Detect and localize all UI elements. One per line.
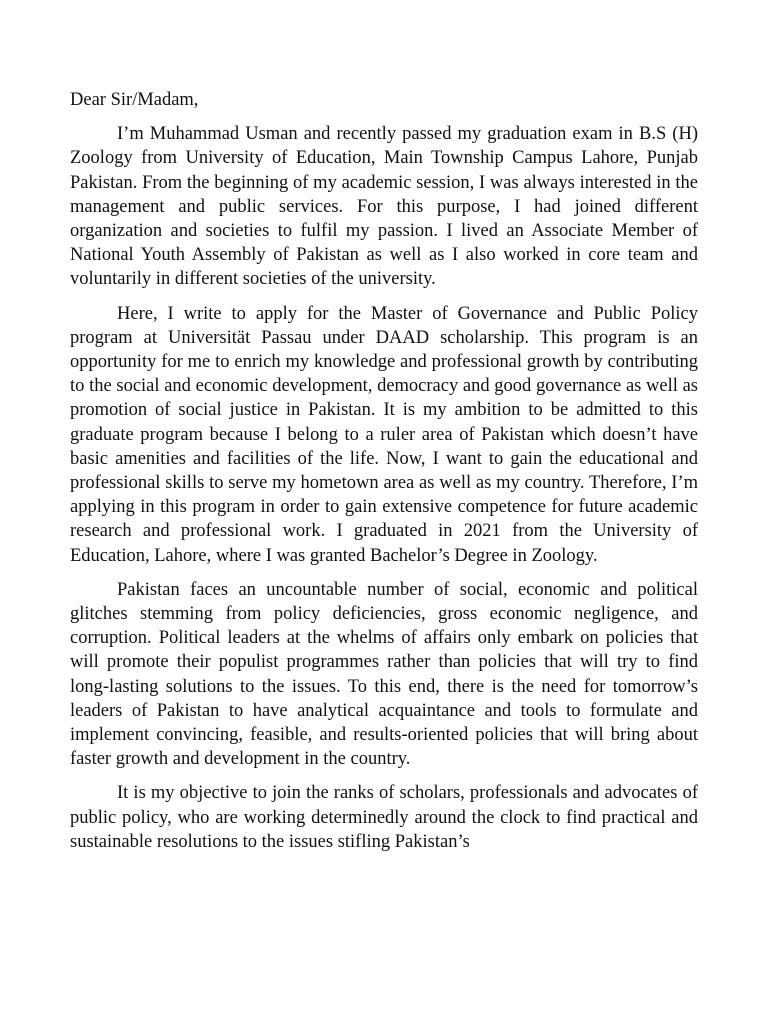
paragraph-objective: It is my objective to join the ranks of scholars, professionals and advocates of public policy, who are working determinedly around the clock to find practical and sustainable resolutions to the issues stifling Pakistan’s — [70, 783, 698, 852]
paragraph-introduction: I’m Muhammad Usman and recently passed my graduation exam in B.S (H) Zoology from University of Education, Main Township Campus Lahore, Punjab Pakistan. From the beginning of my academic session, I was always interested in the management and public services. For this purpose, I had joined different organization and societies to fulfil my passion. I lived an Associate Member of National Youth Assembly of Pakistan as well as I also worked in core team and voluntarily in different societies of the university. — [70, 124, 698, 290]
letter-page — [70, 88, 698, 864]
salutation: Dear Sir/Madam, — [70, 90, 199, 110]
paragraph-application: Here, I write to apply for the Master of Governance and Public Policy program at Universität Passau under DAAD scholarship. This program is an opportunity for me to enrich my knowledge and professional growth by contributing to the social and economic development, democracy and good governance as well as promotion of social justice in Pakistan. It is my ambition to be admitted to this graduate program because I belong to a ruler area of Pakistan which doesn’t have basic amenities and facilities of the life. Now, I want to gain the educational and professional skills to serve my hometown area as well as my country. Therefore, I’m applying in this program in order to gain extensive competence for future academic research and professional work. I graduated in 2021 from the University of Education, Lahore, where I was granted Bachelor’s Degree in Zoology. — [70, 303, 698, 566]
paragraph-pakistan-issues: Pakistan faces an uncountable number of social, economic and political glitches stemming from policy deficiencies, gross economic negligence, and corruption. Political leaders at the whelms of affairs only embark on policies that will promote their populist programmes rather than policies that will try to find long-lasting solutions to the issues. To this end, there is the need for tomorrow’s leaders of Pakistan to have analytical acquaintance and tools to formulate and implement convincing, feasible, and results-oriented policies that will bring about faster growth and development in the country. — [70, 579, 698, 770]
